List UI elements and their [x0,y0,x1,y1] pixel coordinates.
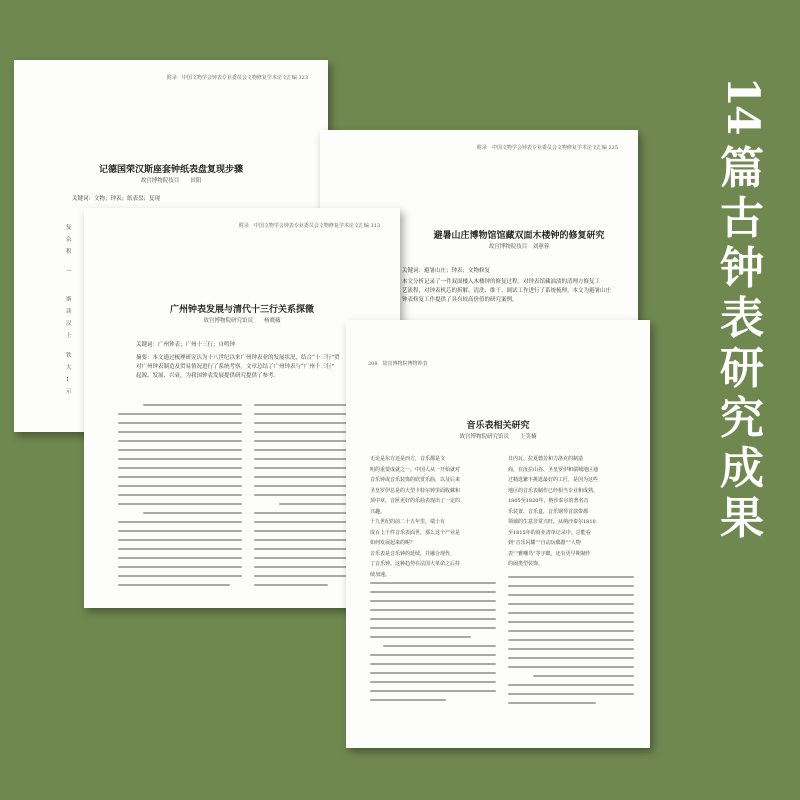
author-line: 故宫博物院技目 田阳 [140,178,202,184]
page-title: 广州钟表发展与清代十三行关系探微 [169,305,314,315]
abstract: 本文分析记录了一件双面楼入木楼钟的修复过程。对钟表馆藏油渍的清理方修复工 艺流程，对钟表机芯的拆解、清洗、维干、调试工作进行了系统梳理。本文为避暑山庄 钟表修复工作提供了具有较高价值的研究案例。 [402,279,612,303]
page-header: 附录 中国文物学会钟表专业委员会文物修复学术论文汇编 323 [166,75,308,81]
body-text-column-2: 日内瓦、拉夏德芳和力洛克的制造 商，在汝拉山谷、圣皇罗伊和瑞城地区通 过精选繁丰挑选最好的工匠，是因为这些 地区的音乐表制作已经相当专业和成熟。 1805至1820年，纳沙泰尔的著名音 乐装置、音乐盒，音乐钢琴首款带都 领域的生意非常兴旺。从纳沙泰尔1810 至1815年的商业清单记录中，总能看 到“音乐闪耀”“自动玩偶器”“人物 表”“雅嘲鸟”等字眼，还有更早期制作 的闹类型装饰。 [508,456,599,567]
author-line: 故宫博物院研究馆员 王笑楠 [459,434,537,440]
body-text-column-1-cont [370,582,496,708]
body-text-column-1 [118,404,242,593]
abstract: 摘要：本文通过梳理研究认为十八世纪以来广州钟表业的发展状况，结合“十三行”贸 对广州钟表制造及贸易情况进行了系统考察。文章总结了广州钟表与“广州十三行” 起源、发展、兴衰，为我国钟表发展提供研究提供了参考。 [136,355,340,379]
body-text-column-1: 无论是东方还是西方，音乐都是文 明的重要成就之一。中国人从一开始就对 音乐钟或音乐装饰的欣赏乐曲，以及后来 圣皇罗伊总是的大型卡特尔钟里面收藏和 顶中章，音匣更好的乐曲表现出了一定的 兴趣。 十九世纪的前二十五年里，瑞士有 成百上千件音乐表面世。那么这个产业是 如何发展起来的呢？ 音乐表是音乐钟的延续，并融合现代 了音乐钟。这种趋势在法国大革命之后持 续加速。 [370,456,461,578]
title-number: 14 [717,76,768,134]
keywords-line: 关键词：文物；钟表；纸表盘；复现 [72,196,161,202]
page-header: 208 故宫博物院博物钟表 [368,361,428,367]
page-title: 音乐表相关研究 [466,421,530,431]
keywords-line: 关键词：避暑山庄；钟表；文物修复 [402,268,491,274]
page-header: 附录 中国文物学会钟表专业委员会文物修复学术论文汇编 225 [476,145,618,151]
page-header: 附录 中国文物学会钟表专业委员会文物修复学术论文汇编 313 [238,223,380,229]
author-line: 故宫博物院研究馆员 杨晓薇 [203,318,281,324]
page-title: 避暑山庄博物馆馆藏双面木楼钟的修复研究 [433,231,605,241]
document-page-4 [346,320,650,748]
vertical-title: 14 篇 古 钟 表 研 究 成 果 [717,76,768,544]
edge-text: 复 杂 积 一 斯 读 汉 上 铁 大 1 示 [66,225,72,395]
keywords-line: 关键词：广州钟表；广州十三行；自鸣钟 [136,342,236,348]
page-title: 记德国荣汉斯座套钟纸表盘复现步骤 [98,165,243,175]
body-text-column-2-cont [508,576,634,711]
author-line: 故宫博物院技目 刘蕙蓉 [488,244,550,250]
